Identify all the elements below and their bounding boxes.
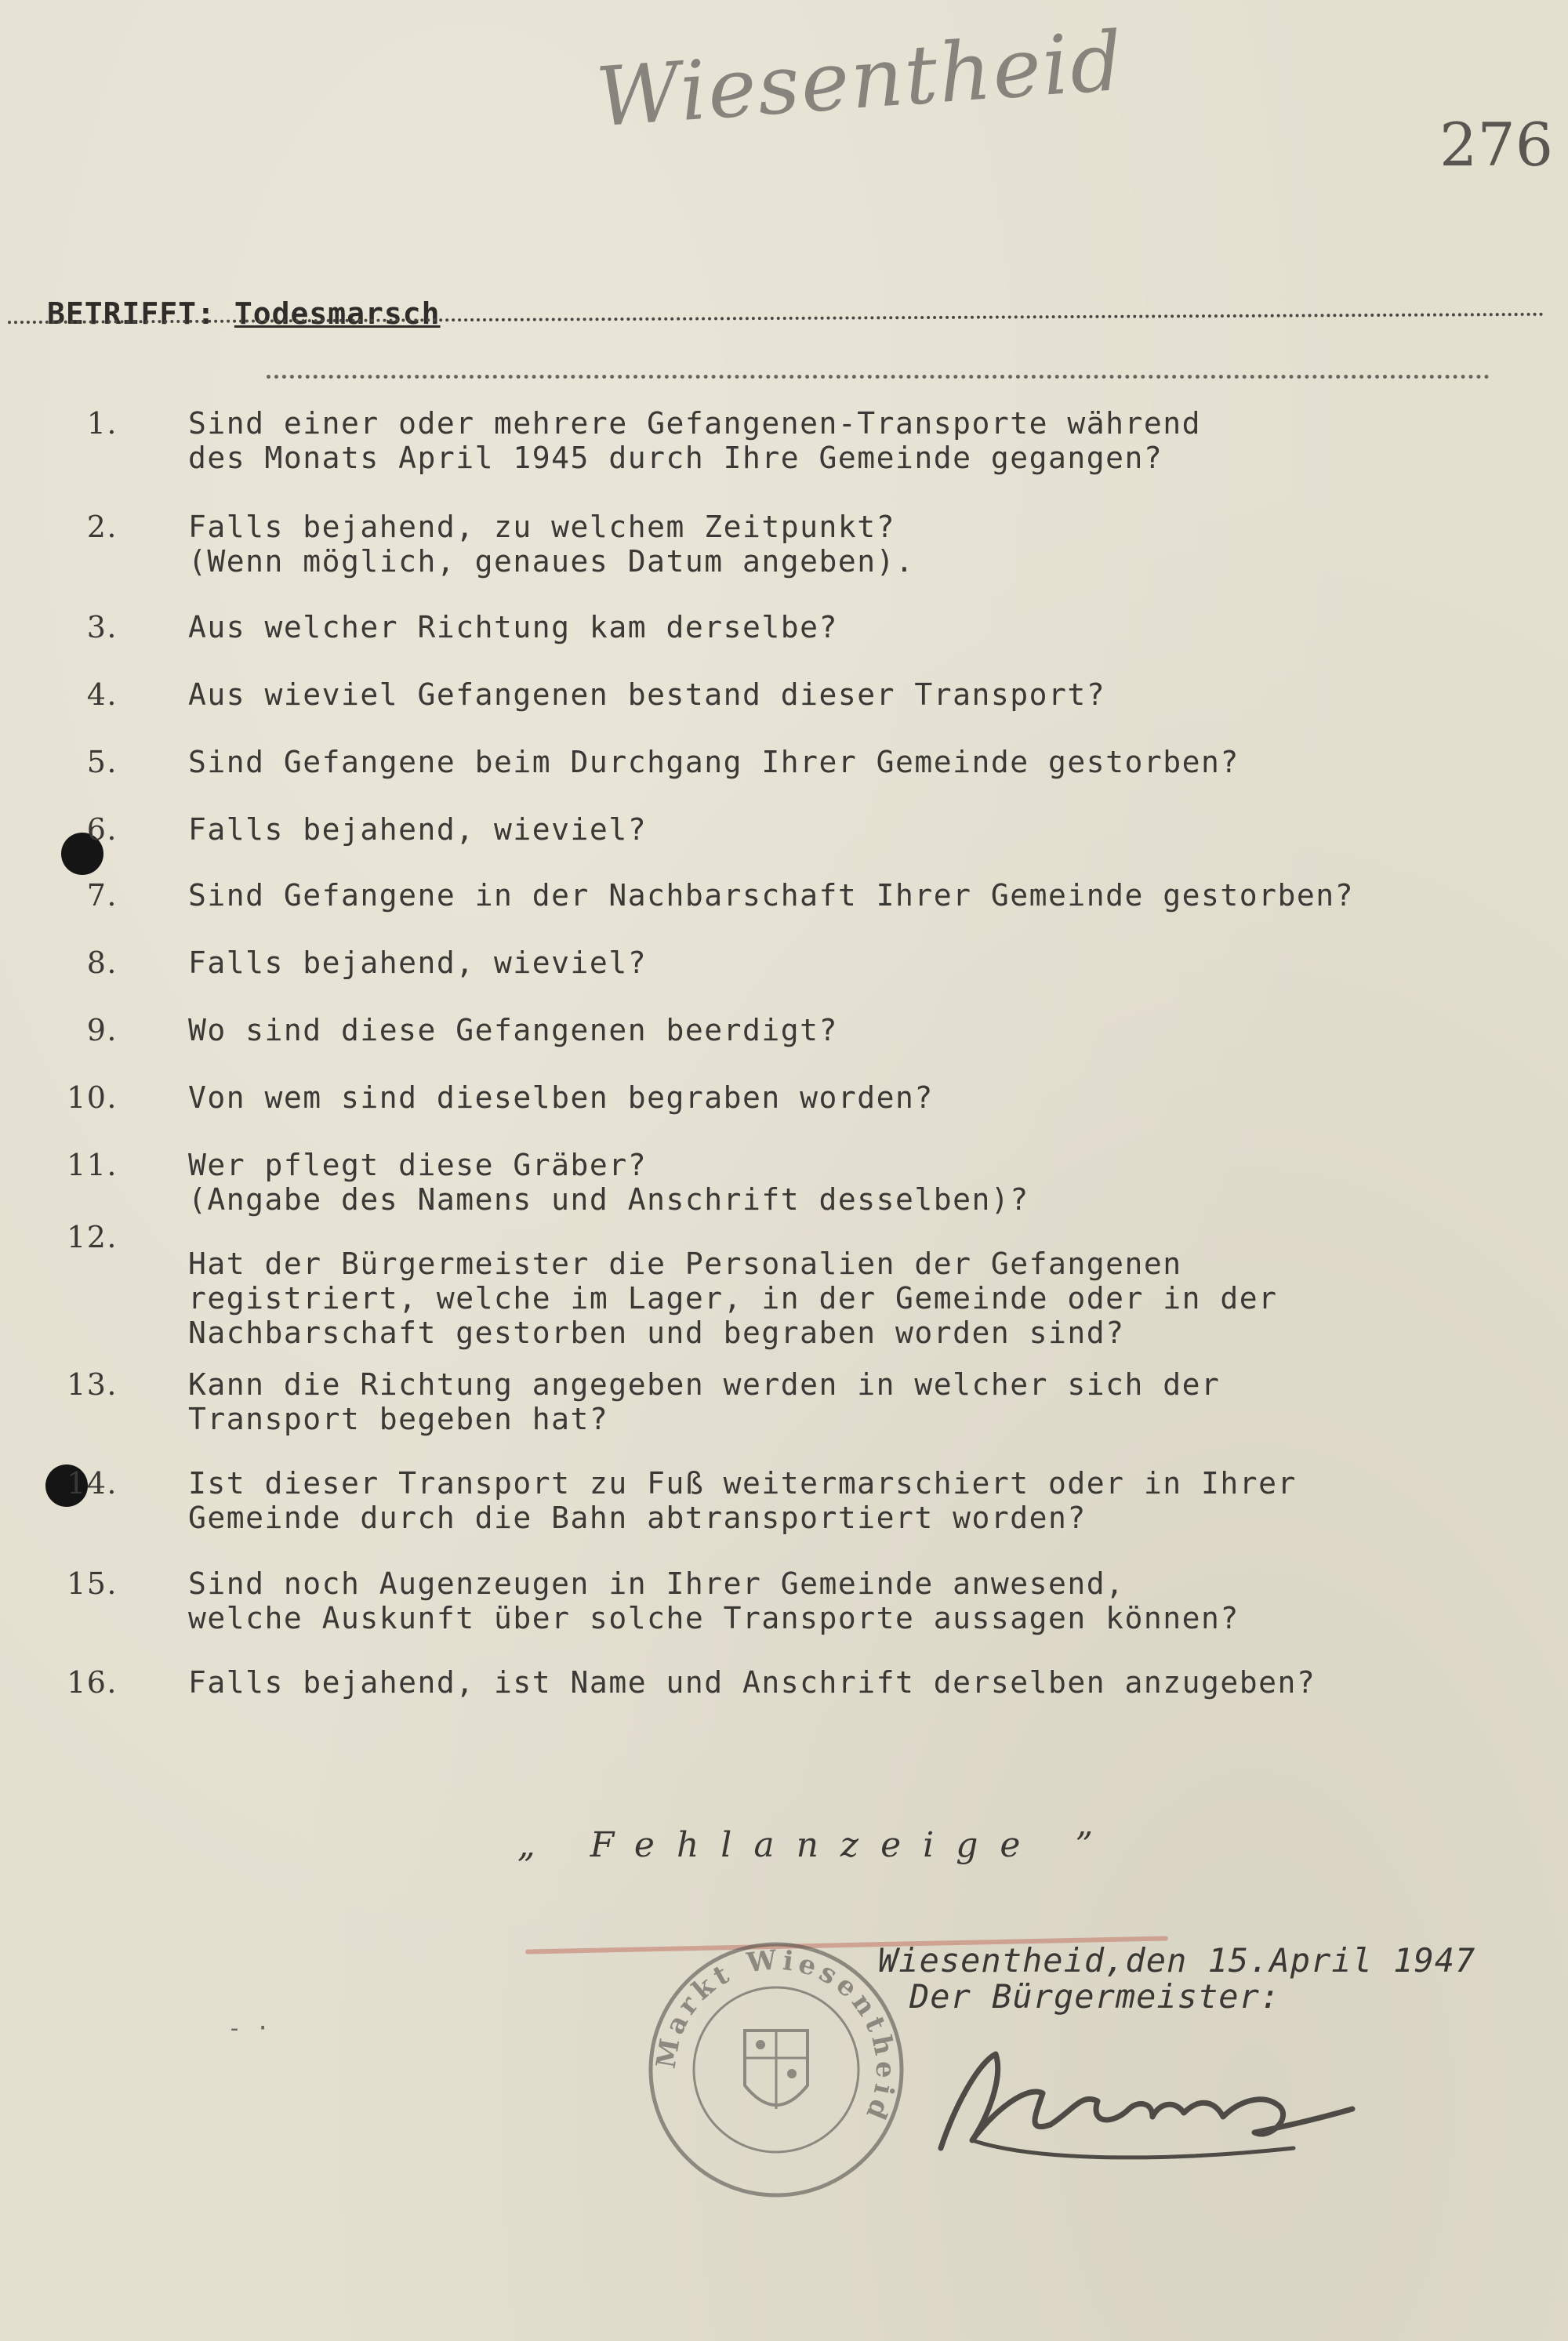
question-number: 1. bbox=[86, 406, 118, 441]
page-number: 276 bbox=[1439, 110, 1554, 180]
question-number: 13. bbox=[67, 1367, 118, 1402]
municipal-seal bbox=[643, 1936, 909, 2203]
question-number: 8. bbox=[86, 945, 118, 980]
question-number: 16. bbox=[67, 1665, 118, 1700]
question-number: 10. bbox=[67, 1080, 118, 1115]
question-text: Kann die Richtung angegeben werden in welcher sich der Transport begeben hat? bbox=[188, 1367, 1221, 1436]
seal-text: Markt Wiesentheid bbox=[650, 1944, 902, 2129]
signatory-title: Der Bürgermeister: bbox=[909, 1977, 1281, 2016]
question-number: 2. bbox=[86, 510, 118, 544]
handwritten-signature bbox=[925, 2031, 1364, 2172]
handwritten-place-note: Wiesentheid bbox=[593, 13, 1127, 146]
question-number: 5. bbox=[86, 745, 118, 779]
answer-fehlanzeige: „ Fehlanzeige ” bbox=[517, 1825, 1115, 1865]
question-number: 11. bbox=[67, 1148, 118, 1182]
question-text: Ist dieser Transport zu Fuß weitermarschiert oder in Ihrer Gemeinde durch die Bahn abtransportiert worden? bbox=[188, 1466, 1297, 1535]
question-number: 3. bbox=[86, 610, 118, 644]
question-text: Falls bejahend, zu welchem Zeitpunkt? (Wenn möglich, genaues Datum angeben). bbox=[188, 510, 915, 579]
question-text: Wo sind diese Gefangenen beerdigt? bbox=[188, 1013, 838, 1047]
question-number: 7. bbox=[86, 878, 118, 913]
question-number: 6. bbox=[86, 812, 118, 847]
question-number: 14. bbox=[67, 1466, 118, 1501]
question-text: Sind Gefangene beim Durchgang Ihrer Gemeinde gestorben? bbox=[188, 745, 1240, 779]
question-text: Hat der Bürgermeister die Personalien der Gefangenen registriert, welche im Lager, in der Gemeinde oder in der Nachbarschaft gestorben und begraben worden sind? bbox=[188, 1247, 1278, 1350]
question-text: Sind einer oder mehrere Gefangenen-Transporte während des Monats April 1945 durch Ihre Gemeinde gegangen? bbox=[188, 406, 1202, 475]
subject-topic: Todesmarsch bbox=[234, 296, 441, 331]
question-text: Aus welcher Richtung kam derselbe? bbox=[188, 610, 838, 644]
subject-line bbox=[47, 296, 441, 331]
question-text: Wer pflegt diese Gräber? (Angabe des Namens und Anschrift desselben)? bbox=[188, 1148, 1029, 1217]
place-and-date: Wiesentheid,den 15.April 1947 bbox=[878, 1941, 1476, 1980]
question-number: 12. bbox=[67, 1220, 118, 1254]
dotted-rule bbox=[267, 375, 1490, 379]
stray-mark: - · bbox=[227, 2015, 270, 2042]
question-text: Falls bejahend, ist Name und Anschrift derselben anzugeben? bbox=[188, 1665, 1316, 1700]
subject-label: BETRIFFT: bbox=[47, 296, 216, 331]
question-number: 15. bbox=[67, 1566, 118, 1601]
question-text: Sind noch Augenzeugen in Ihrer Gemeinde anwesend, welche Auskunft über solche Transporte aussagen können? bbox=[188, 1566, 1240, 1635]
question-text: Sind Gefangene in der Nachbarschaft Ihrer Gemeinde gestorben? bbox=[188, 878, 1355, 913]
question-text: Falls bejahend, wieviel? bbox=[188, 945, 648, 980]
question-text: Aus wieviel Gefangenen bestand dieser Transport? bbox=[188, 677, 1106, 712]
question-number: 4. bbox=[86, 677, 118, 712]
question-text: Falls bejahend, wieviel? bbox=[188, 812, 648, 847]
question-number: 9. bbox=[86, 1013, 118, 1047]
question-text: Von wem sind dieselben begraben worden? bbox=[188, 1080, 934, 1115]
